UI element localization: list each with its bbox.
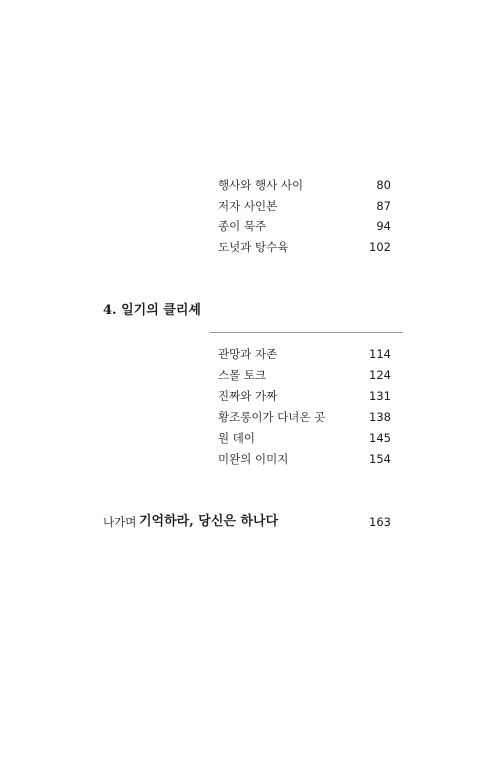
toc-entry-title: 종이 묵주 (218, 219, 267, 233)
toc-entry-page: 102 (369, 240, 391, 254)
chapter-divider (210, 332, 403, 333)
toc-entry-title: 원 데이 (218, 431, 255, 445)
toc-entry-title: 행사와 행사 사이 (218, 178, 304, 192)
toc-entry-page: 87 (376, 199, 391, 213)
toc-entry (218, 408, 391, 426)
toc-entry (218, 217, 391, 235)
toc-entry-page: 145 (369, 431, 391, 445)
toc-entry-page: 80 (376, 178, 391, 192)
toc-entry-title: 도넛과 탕수육 (218, 240, 289, 254)
toc-entry (218, 176, 391, 194)
toc-entry-page: 114 (369, 347, 391, 361)
toc-entry (218, 366, 391, 384)
toc-entry-page: 154 (369, 452, 391, 466)
closing-entry (103, 512, 391, 532)
toc-entry-title: 황조롱이가 다녀온 곳 (218, 410, 326, 424)
toc-entry-page: 94 (376, 219, 391, 233)
toc-entry (218, 450, 391, 468)
toc-entry (218, 345, 391, 363)
chapter-heading: 4. 일기의 클리셰 (103, 303, 201, 318)
toc-entry-title: 스몰 토크 (218, 368, 267, 382)
toc-entry-page: 124 (369, 368, 391, 382)
toc-entry-title: 미완의 이미지 (218, 452, 289, 466)
toc-entry (218, 429, 391, 447)
closing-label: 나가며 (103, 515, 137, 529)
toc-entry-title: 관망과 자존 (218, 347, 278, 361)
toc-entry (218, 197, 391, 215)
toc-entry-page: 131 (369, 389, 391, 403)
closing-title: 기억하라, 당신은 하나다 (139, 514, 279, 529)
closing-page: 163 (369, 515, 391, 529)
toc-entry (218, 238, 391, 256)
toc-entry-title: 진짜와 가짜 (218, 389, 278, 403)
toc-entry (218, 387, 391, 405)
toc-entry-page: 138 (369, 410, 391, 424)
toc-entry-title: 저자 사인본 (218, 199, 278, 213)
